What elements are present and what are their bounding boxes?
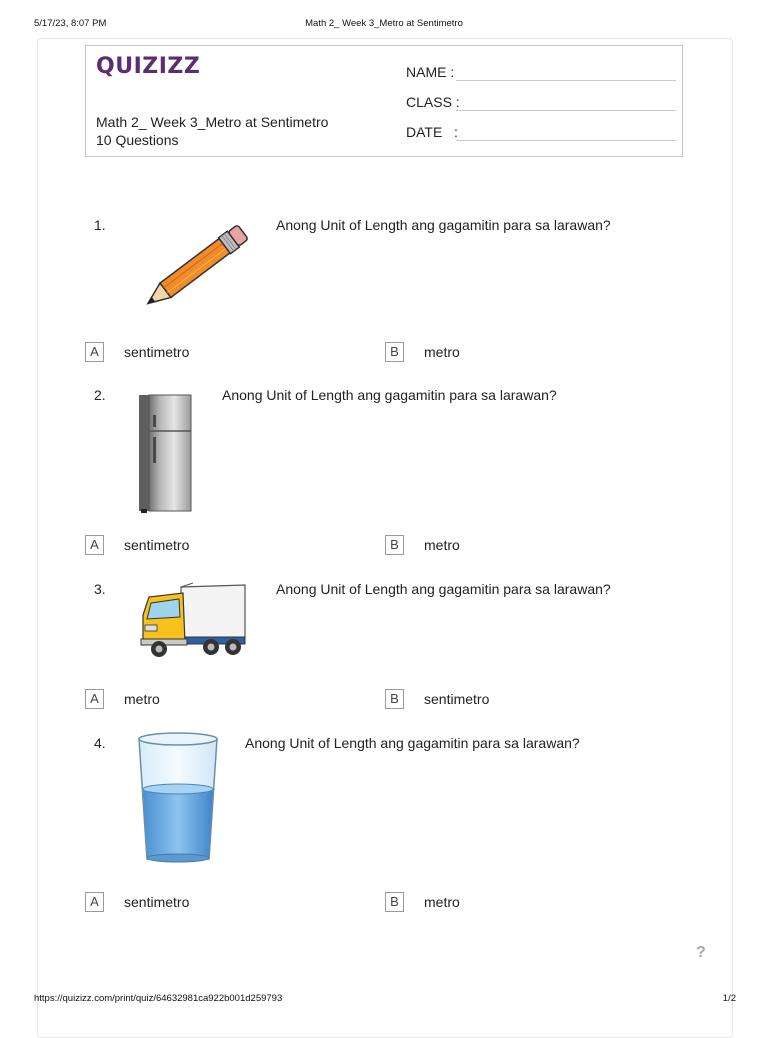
name-label: NAME :	[406, 64, 455, 80]
question-number: 2.	[94, 387, 106, 403]
class-label: CLASS :	[406, 94, 460, 110]
option-letter-box: A	[85, 535, 104, 555]
glass-of-water-image	[135, 731, 221, 867]
question-text: Anong Unit of Length ang gagamitin para sa larawan?	[245, 735, 580, 751]
option-letter-box: A	[85, 342, 104, 362]
option-text: sentimetro	[124, 537, 190, 553]
help-icon[interactable]: ?	[696, 944, 706, 961]
name-field[interactable]	[406, 64, 676, 84]
date-field[interactable]	[406, 124, 676, 144]
print-title: Math 2_ Week 3_Metro at Sentimetro	[305, 18, 463, 29]
question-number: 4.	[94, 735, 106, 751]
option-letter-box: A	[85, 689, 104, 709]
option-text: sentimetro	[124, 344, 190, 360]
print-datetime: 5/17/23, 8:07 PM	[34, 18, 107, 29]
question-text: Anong Unit of Length ang gagamitin para sa larawan?	[276, 581, 611, 597]
quizizz-logo: QUIZIZZ	[96, 54, 201, 79]
quiz-title: Math 2_ Week 3_Metro at Sentimetro	[96, 114, 329, 130]
print-url: https://quizizz.com/print/quiz/64632981ca922b001d259793	[34, 993, 283, 1004]
option-text: sentimetro	[424, 691, 490, 707]
page-number: 1/2	[722, 993, 736, 1004]
option-letter-box: B	[385, 342, 404, 362]
quiz-header	[85, 45, 683, 157]
question-number: 3.	[94, 581, 106, 597]
class-line	[456, 110, 676, 111]
option-text: metro	[124, 691, 160, 707]
option-letter-box: B	[385, 892, 404, 912]
option-text: metro	[424, 344, 460, 360]
class-field[interactable]	[406, 94, 676, 114]
option-letter-box: B	[385, 689, 404, 709]
refrigerator-image	[137, 393, 193, 515]
truck-image	[139, 581, 249, 663]
question-number: 1.	[94, 217, 106, 233]
question-text: Anong Unit of Length ang gagamitin para sa larawan?	[222, 387, 557, 403]
option-letter-box: A	[85, 892, 104, 912]
option-text: sentimetro	[124, 894, 190, 910]
date-line	[456, 140, 676, 141]
question-count: 10 Questions	[96, 132, 179, 148]
pencil-image	[128, 219, 262, 317]
option-text: metro	[424, 537, 460, 553]
date-label: DATE :	[406, 124, 458, 140]
option-text: metro	[424, 894, 460, 910]
option-letter-box: B	[385, 535, 404, 555]
name-line	[456, 80, 676, 81]
question-text: Anong Unit of Length ang gagamitin para sa larawan?	[276, 217, 611, 233]
